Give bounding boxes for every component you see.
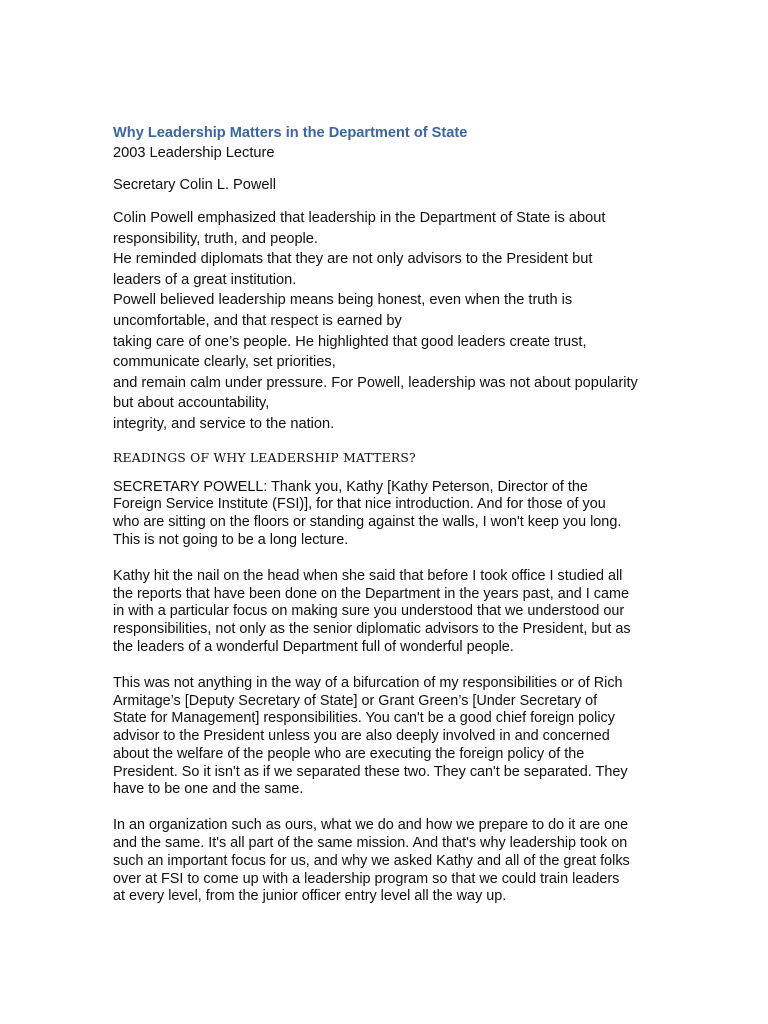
paragraph-line: the leaders of a wonderful Department full of wonderful people. (113, 638, 514, 655)
lecture-paragraph (113, 568, 673, 657)
summary-line: He reminded diplomats that they are not only advisors to the President but (113, 251, 593, 268)
paragraph-line: This is not going to be a long lecture. (113, 531, 349, 548)
document-title: Why Leadership Matters in the Department of State (113, 125, 468, 141)
readings-heading: READINGS OF WHY LEADERSHIP MATTERS? (113, 449, 416, 465)
paragraph-line: Kathy hit the nail on the head when she said that before I took office I studied all (113, 567, 623, 584)
document-body (113, 124, 673, 906)
paragraph-line: have to be one and the same. (113, 781, 304, 798)
summary-line: Powell believed leadership means being honest, even when the truth is (113, 292, 573, 309)
paragraph-line: at every level, from the junior officer entry level all the way up. (113, 888, 507, 905)
summary-line: integrity, and service to the nation. (113, 415, 335, 432)
summary-line: Colin Powell emphasized that leadership in the Department of State is about (113, 210, 606, 226)
summary-line: uncomfortable, and that respect is earned by (113, 312, 402, 329)
summary-line: but about accountability, (113, 395, 270, 412)
paragraph-line: advisor to the President unless you are also deeply involved in and concerned (113, 728, 610, 745)
paragraph-line: In an organization such as ours, what we do and how we prepare to do it are one (113, 817, 629, 834)
paragraph-line: responsibilities, not only as the senior diplomatic advisors to the President, but as (113, 621, 631, 638)
paragraph-line: in with a particular focus on making sure you understood that we understood our (113, 603, 625, 620)
summary-line: taking care of one’s people. He highlighted that good leaders create trust, (113, 333, 587, 350)
lecture-paragraph (113, 675, 673, 800)
paragraph-line: about the welfare of the people who are executing the foreign policy of the (113, 745, 585, 762)
document-subtitle: 2003 Leadership Lecture (113, 145, 275, 161)
paragraph-line: such an important focus for us, and why we asked Kathy and all of the great folks (113, 852, 630, 869)
document-author: Secretary Colin L. Powell (113, 177, 277, 193)
paragraph-line: State for Management] responsibilities. You can't be a good chief foreign policy (113, 710, 615, 727)
summary-paragraph (113, 208, 673, 435)
paragraph-line: over at FSI to come up with a leadership program so that we could train leaders (113, 870, 620, 887)
summary-line: and remain calm under pressure. For Powell, leadership was not about popularity (113, 374, 638, 391)
paragraph-line: SECRETARY POWELL: Thank you, Kathy [Kathy Peterson, Director of the (113, 478, 588, 495)
paragraph-line: the reports that have been done on the Department in the years past, and I came (113, 585, 629, 602)
paragraph-line: and the same. It's all part of the same mission. And that's why leadership took on (113, 835, 628, 852)
summary-line: leaders of a great institution. (113, 271, 297, 288)
summary-line: communicate clearly, set priorities, (113, 354, 336, 371)
lecture-paragraph (113, 817, 673, 906)
summary-line: responsibility, truth, and people. (113, 230, 318, 247)
paragraph-line: who are sitting on the floors or standing against the walls, I won't keep you long. (113, 514, 622, 531)
paragraph-line: President. So it isn't as if we separated these two. They can't be separated. They (113, 763, 628, 780)
lecture-paragraph (113, 479, 673, 550)
paragraph-line: Foreign Service Institute (FSI)], for that nice introduction. And for those of you (113, 496, 606, 513)
paragraph-line: This was not anything in the way of a bifurcation of my responsibilities or of Rich (113, 674, 623, 691)
paragraph-line: Armitage’s [Deputy Secretary of State] or Grant Green’s [Under Secretary of (113, 692, 598, 709)
